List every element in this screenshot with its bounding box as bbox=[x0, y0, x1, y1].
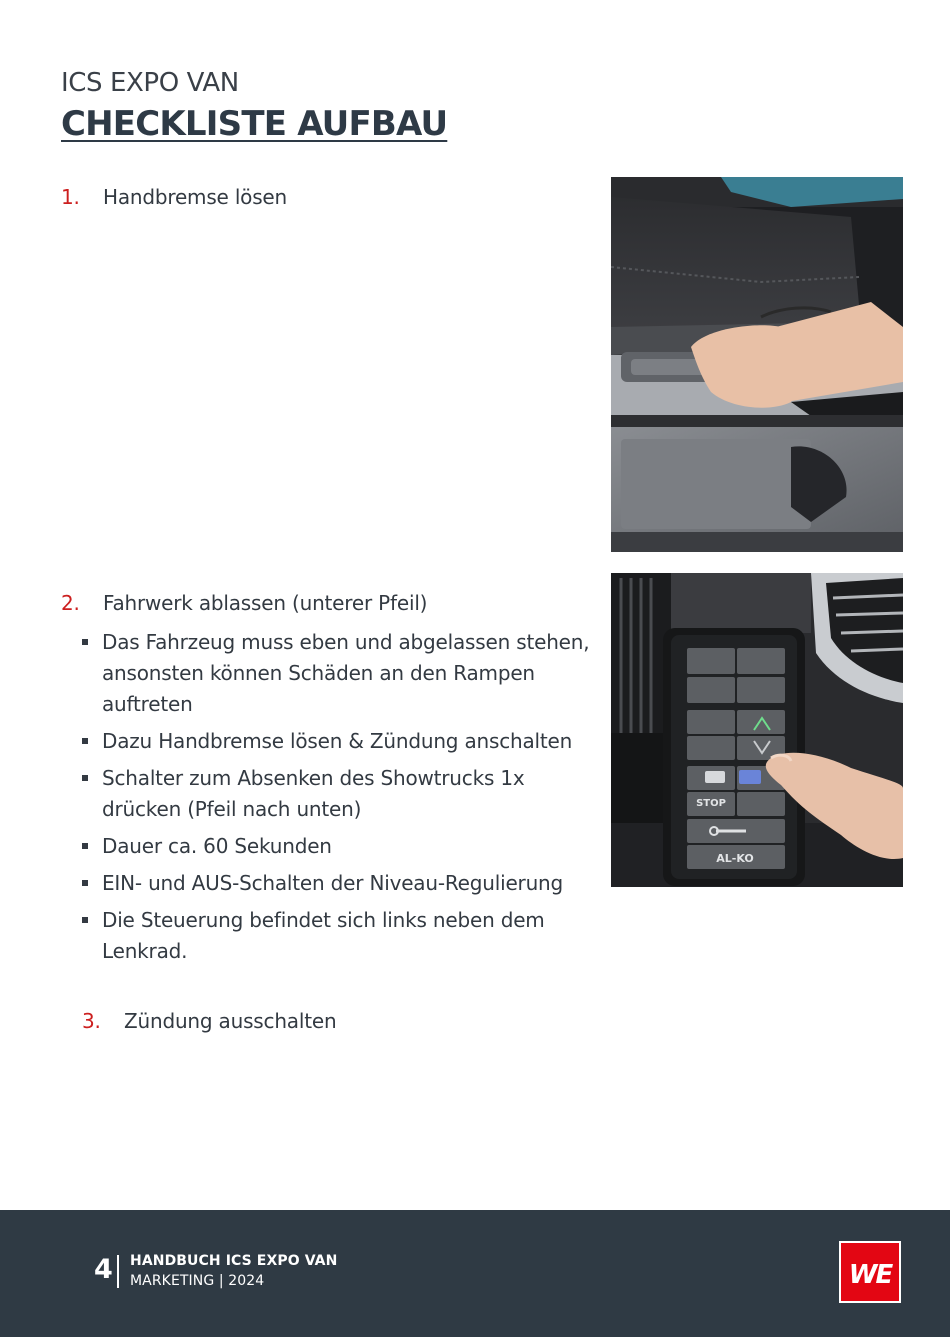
step-number: 1. bbox=[61, 185, 80, 209]
step-text: Handbremse lösen bbox=[103, 185, 288, 209]
step-2 bbox=[61, 591, 427, 615]
step-number: 3. bbox=[82, 1009, 101, 1033]
footer-document-title: HANDBUCH ICS EXPO VAN bbox=[130, 1253, 338, 1269]
step-number: 2. bbox=[61, 591, 80, 615]
list-item: EIN- und AUS-Schalten der Niveau-Regulierung bbox=[82, 868, 592, 899]
handbrake-photo bbox=[611, 177, 903, 552]
list-item: Das Fahrzeug muss eben und abgelassen stehen, ansonsten können Schäden an den Rampen auftreten bbox=[82, 627, 592, 720]
footer-department-year: MARKETING | 2024 bbox=[130, 1273, 265, 1289]
list-item: Dauer ca. 60 Sekunden bbox=[82, 831, 592, 862]
control-panel-brand: AL-KO bbox=[716, 852, 754, 865]
list-item: Dazu Handbremse lösen & Zündung anschalten bbox=[82, 726, 592, 757]
company-logo bbox=[839, 1241, 901, 1303]
list-item: Schalter zum Absenken des Showtrucks 1x drücken (Pfeil nach unten) bbox=[82, 763, 592, 825]
logo-text: WE bbox=[848, 1260, 892, 1290]
page-title: CHECKLISTE AUFBAU bbox=[61, 104, 448, 144]
step-3 bbox=[82, 1009, 336, 1033]
document-kicker: ICS EXPO VAN bbox=[61, 68, 239, 98]
page-number: 4 bbox=[94, 1254, 113, 1285]
step-2-details bbox=[82, 627, 592, 973]
step-text: Zündung ausschalten bbox=[124, 1009, 337, 1033]
step-text: Fahrwerk ablassen (unterer Pfeil) bbox=[103, 591, 428, 615]
stop-button-label: STOP bbox=[696, 798, 726, 809]
control-panel-photo bbox=[611, 573, 903, 887]
list-item: Die Steuerung befindet sich links neben dem Lenkrad. bbox=[82, 905, 592, 967]
footer-divider bbox=[117, 1255, 119, 1288]
step-1 bbox=[61, 185, 287, 209]
